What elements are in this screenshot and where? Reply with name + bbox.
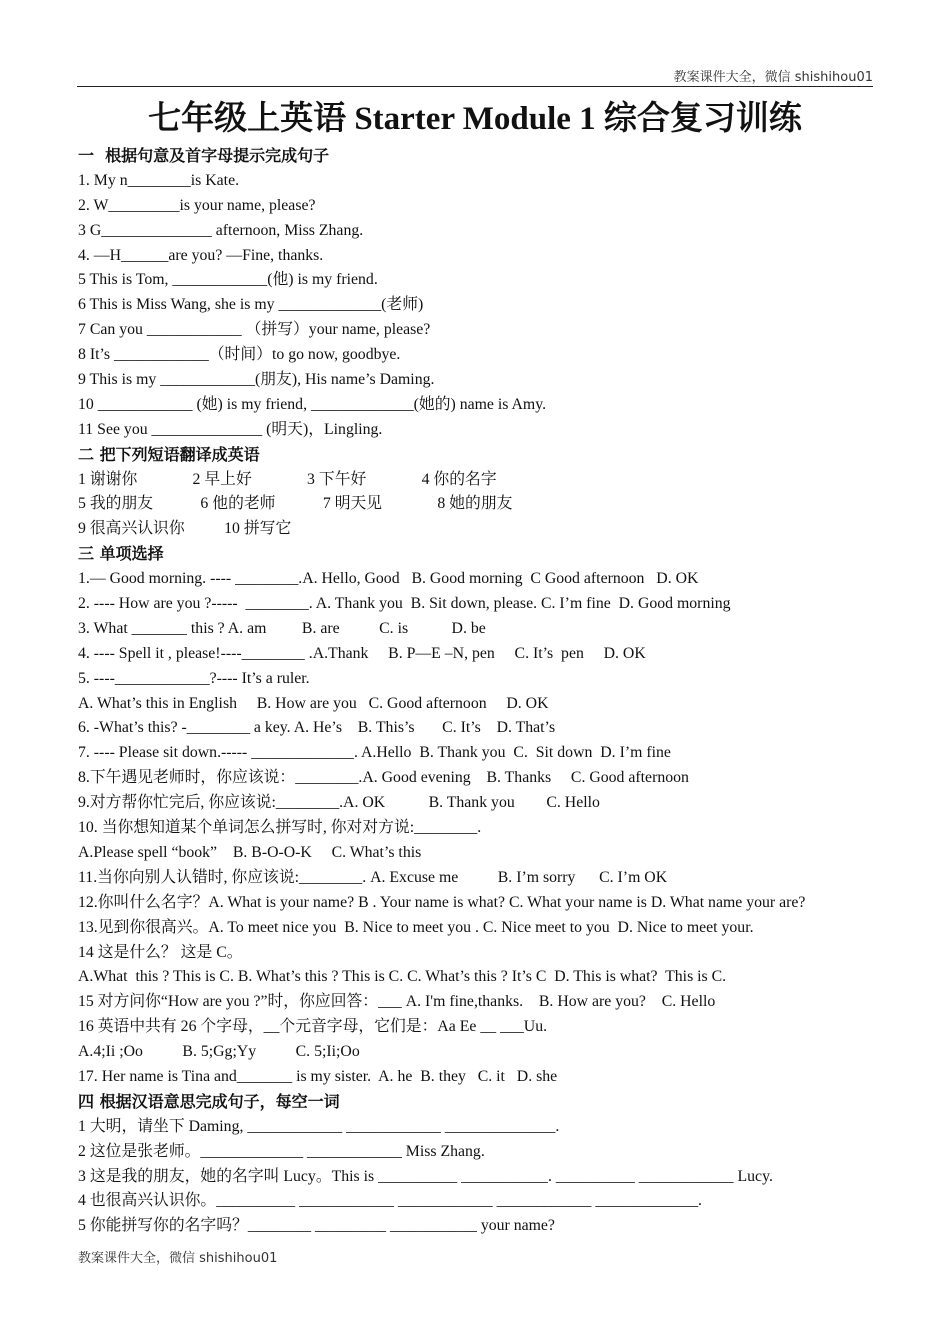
- page-title: 七年级上英语 Starter Module 1 综合复习训练: [148, 101, 802, 137]
- question-line: 11 See you ______________ (明天)，Lingling.: [78, 420, 383, 438]
- question-line: 9 很高兴认识你 10 拼写它: [78, 520, 292, 538]
- question-line: 3 这是我的朋友，她的名字叫 Lucy。This is __________ ___________. __________ ____________ Lucy.: [78, 1167, 773, 1185]
- question-line: 6 This is Miss Wang, she is my _____________(老师): [78, 296, 424, 314]
- section-heading: 一 根据句意及首字母提示完成句子: [78, 146, 330, 165]
- question-line: 11.当你向别人认错时, 你应该说:________. A. Excuse me B. I’m sorry C. I’m OK: [78, 868, 668, 886]
- question-line: 8 It’s ____________（时间）to go now, goodbye.: [78, 346, 401, 364]
- question-line: 7 Can you ____________ （拼写）your name, please?: [78, 321, 431, 339]
- question-line: 4 也很高兴认识你。__________ ____________ ____________ ____________ _____________.: [78, 1192, 702, 1210]
- section-heading: 二 把下列短语翻译成英语: [78, 444, 260, 464]
- header-rule: [77, 86, 873, 87]
- question-line: 5 我的朋友 6 他的老师 7 明天见 8 她的朋友: [78, 495, 513, 513]
- question-line: 5. ----____________?---- It’s a ruler.: [78, 669, 310, 687]
- question-line: A.4;Ii ;Oo B. 5;Gg;Yy C. 5;Ii;Oo: [78, 1043, 360, 1061]
- question-line: 10 ____________ (她) is my friend, _____________(她的) name is Amy.: [78, 395, 547, 413]
- question-line: 4. —H______are you? —Fine, thanks.: [78, 246, 324, 264]
- question-line: 5 This is Tom, ____________(他) is my friend.: [78, 271, 378, 289]
- section-heading: 四 根据汉语意思完成句子，每空一词: [78, 1091, 340, 1111]
- question-line: 1. My n________is Kate.: [78, 171, 240, 189]
- question-line: A.What this ? This is C. B. What’s this ? This is C. C. What’s this ? It’s C D. This is what? This is C.: [78, 968, 727, 986]
- question-line: 5 你能拼写你的名字吗？________ _________ ___________ your name?: [78, 1217, 555, 1235]
- header-note: 教案课件大全，微信 shishihou01: [673, 70, 873, 85]
- question-line: 9 This is my ____________(朋友), His name’s Daming.: [78, 371, 435, 389]
- question-line: 1 谢谢你 2 早上好 3 下午好 4 你的名字: [78, 470, 497, 488]
- question-line: 2 这位是张老师。_____________ ____________ Miss Zhang.: [78, 1142, 485, 1160]
- question-line: 1.— Good morning. ---- ________.A. Hello, Good B. Good morning C Good afternoon D. OK: [78, 570, 699, 588]
- question-line: 9.对方帮你忙完后, 你应该说:________.A. OK B. Thank you C. Hello: [78, 794, 600, 812]
- question-line: 2. ---- How are you ?----- ________. A. Thank you B. Sit down, please. C. I’m fine D. Good morning: [78, 595, 731, 613]
- question-line: 15 对方问你“How are you ?”时，你应回答：___ A. I'm fine,thanks. B. How are you? C. Hello: [78, 993, 716, 1011]
- question-line: 1 大明，请坐下 Daming, ____________ ____________ ______________.: [78, 1117, 560, 1135]
- question-line: A.Please spell “book” B. B-O-O-K C. What’s this: [78, 843, 422, 861]
- question-line: 14 这是什么？ 这是 C。: [78, 943, 243, 961]
- question-line: A. What’s this in English B. How are you C. Good afternoon D. OK: [78, 694, 549, 712]
- question-line: 16 英语中共有 26 个字母，__个元音字母，它们是：Aa Ee __ ___Uu.: [78, 1018, 548, 1036]
- question-line: 3 G______________ afternoon, Miss Zhang.: [78, 221, 364, 239]
- section-heading: 三 单项选择: [78, 544, 164, 564]
- question-line: 17. Her name is Tina and_______ is my sister. A. he B. they C. it D. she: [78, 1067, 558, 1085]
- worksheet-content: [78, 144, 878, 1239]
- question-line: 12.你叫什么名字？A. What is your name? B . Your name is what? C. What your name is D. What name your are?: [78, 893, 806, 911]
- question-line: 13.见到你很高兴。A. To meet nice you B. Nice to meet you . C. Nice meet to you D. Nice to meet your.: [78, 918, 754, 936]
- question-line: 10. 当你想知道某个单词怎么拼写时, 你对对方说:________.: [78, 819, 482, 837]
- question-line: 3. What _______ this ? A. am B. are C. is D. be: [78, 619, 486, 637]
- question-line: 4. ---- Spell it , please!----________ .A.Thank B. P—E –N, pen C. It’s pen D. OK: [78, 644, 646, 662]
- footer-note: 教案课件大全，微信 shishihou01: [78, 1251, 278, 1266]
- question-line: 8.下午遇见老师时，你应该说：________.A. Good evening B. Thanks C. Good afternoon: [78, 769, 689, 787]
- question-line: 2. W_________is your name, please?: [78, 196, 316, 214]
- question-line: 6. -What’s this? -________ a key. A. He’s B. This’s C. It’s D. That’s: [78, 719, 556, 737]
- question-line: 7. ---- Please sit down.----- _____________. A.Hello B. Thank you C. Sit down D. I’m fine: [78, 744, 671, 762]
